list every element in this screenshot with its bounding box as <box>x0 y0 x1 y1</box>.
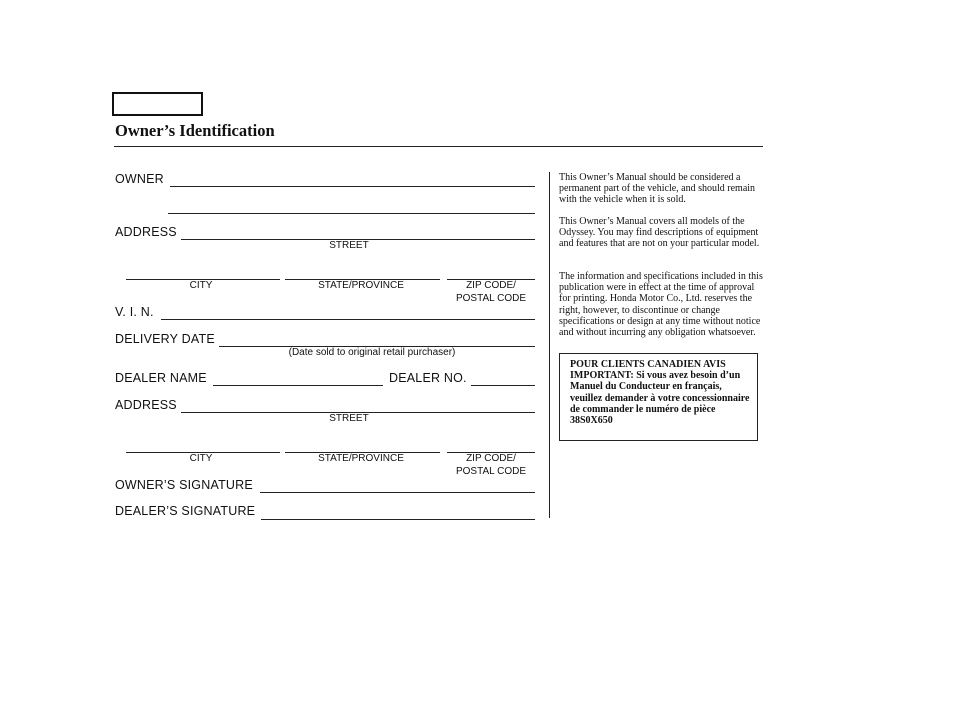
owner-signature-label: OWNER’S SIGNATURE <box>115 478 253 492</box>
owner-city-caption: CITY <box>189 280 213 291</box>
sidebar-paragraph-3: The information and specifications included in this publication were in effect at the time of approval for printing. Honda Motor Co., Ltd. reserves the right, however, to discontinue or change specifications or design at any time without notice and without incurring any obligation whatsoever. <box>559 271 763 339</box>
dealer-no-line[interactable] <box>471 385 535 386</box>
dealer-city-caption: CITY <box>189 453 213 464</box>
column-divider <box>549 172 550 518</box>
owner-street-caption: STREET <box>329 240 369 251</box>
dealer-signature-label: DEALER’S SIGNATURE <box>115 504 256 518</box>
dealer-signature-line[interactable] <box>261 519 535 520</box>
page-title: Owner’s Identification <box>115 121 275 140</box>
owner-address-label: ADDRESS <box>115 225 177 239</box>
owner-label: OWNER <box>115 172 164 186</box>
dealer-zip-caption-1: ZIP CODE/ <box>466 453 516 464</box>
vin-line[interactable] <box>161 319 535 320</box>
owner-zip-caption-2: POSTAL CODE <box>455 293 526 304</box>
dealer-no-label: DEALER NO. <box>389 371 467 385</box>
dealer-address-label: ADDRESS <box>115 398 177 412</box>
owner-signature-line[interactable] <box>260 492 535 493</box>
title-rule <box>114 146 763 147</box>
owner-state-caption: STATE/PROVINCE <box>318 280 404 291</box>
owner-line-2[interactable] <box>168 213 535 214</box>
section-tab-box <box>112 92 203 116</box>
delivery-date-caption: (Date sold to original retail purchaser) <box>288 347 456 358</box>
dealer-street-caption: STREET <box>329 413 369 424</box>
delivery-date-label: DELIVERY DATE <box>115 332 215 346</box>
dealer-state-caption: STATE/PROVINCE <box>318 453 404 464</box>
owner-line-1[interactable] <box>170 186 535 187</box>
dealer-zip-caption-2: POSTAL CODE <box>455 466 526 477</box>
dealer-name-label: DEALER NAME <box>115 371 207 385</box>
canadian-notice-box: POUR CLIENTS CANADIEN AVIS IMPORTANT: Si vous avez besoin d’un Manuel du Conducteur en français, veuillez demander à votre concessionnaire de commander le numéro de pièce 38S0X650 <box>559 353 758 441</box>
dealer-name-line[interactable] <box>213 385 383 386</box>
vin-label: V. I. N. <box>115 305 154 319</box>
sidebar-paragraph-2: This Owner’s Manual covers all models of the Odyssey. You may find descriptions of equipment and features that are not on your particular model. <box>559 216 760 250</box>
sidebar-paragraph-1: This Owner’s Manual should be considered a permanent part of the vehicle, and should remain with the vehicle when it is sold. <box>559 172 756 206</box>
owner-zip-caption-1: ZIP CODE/ <box>466 280 516 291</box>
